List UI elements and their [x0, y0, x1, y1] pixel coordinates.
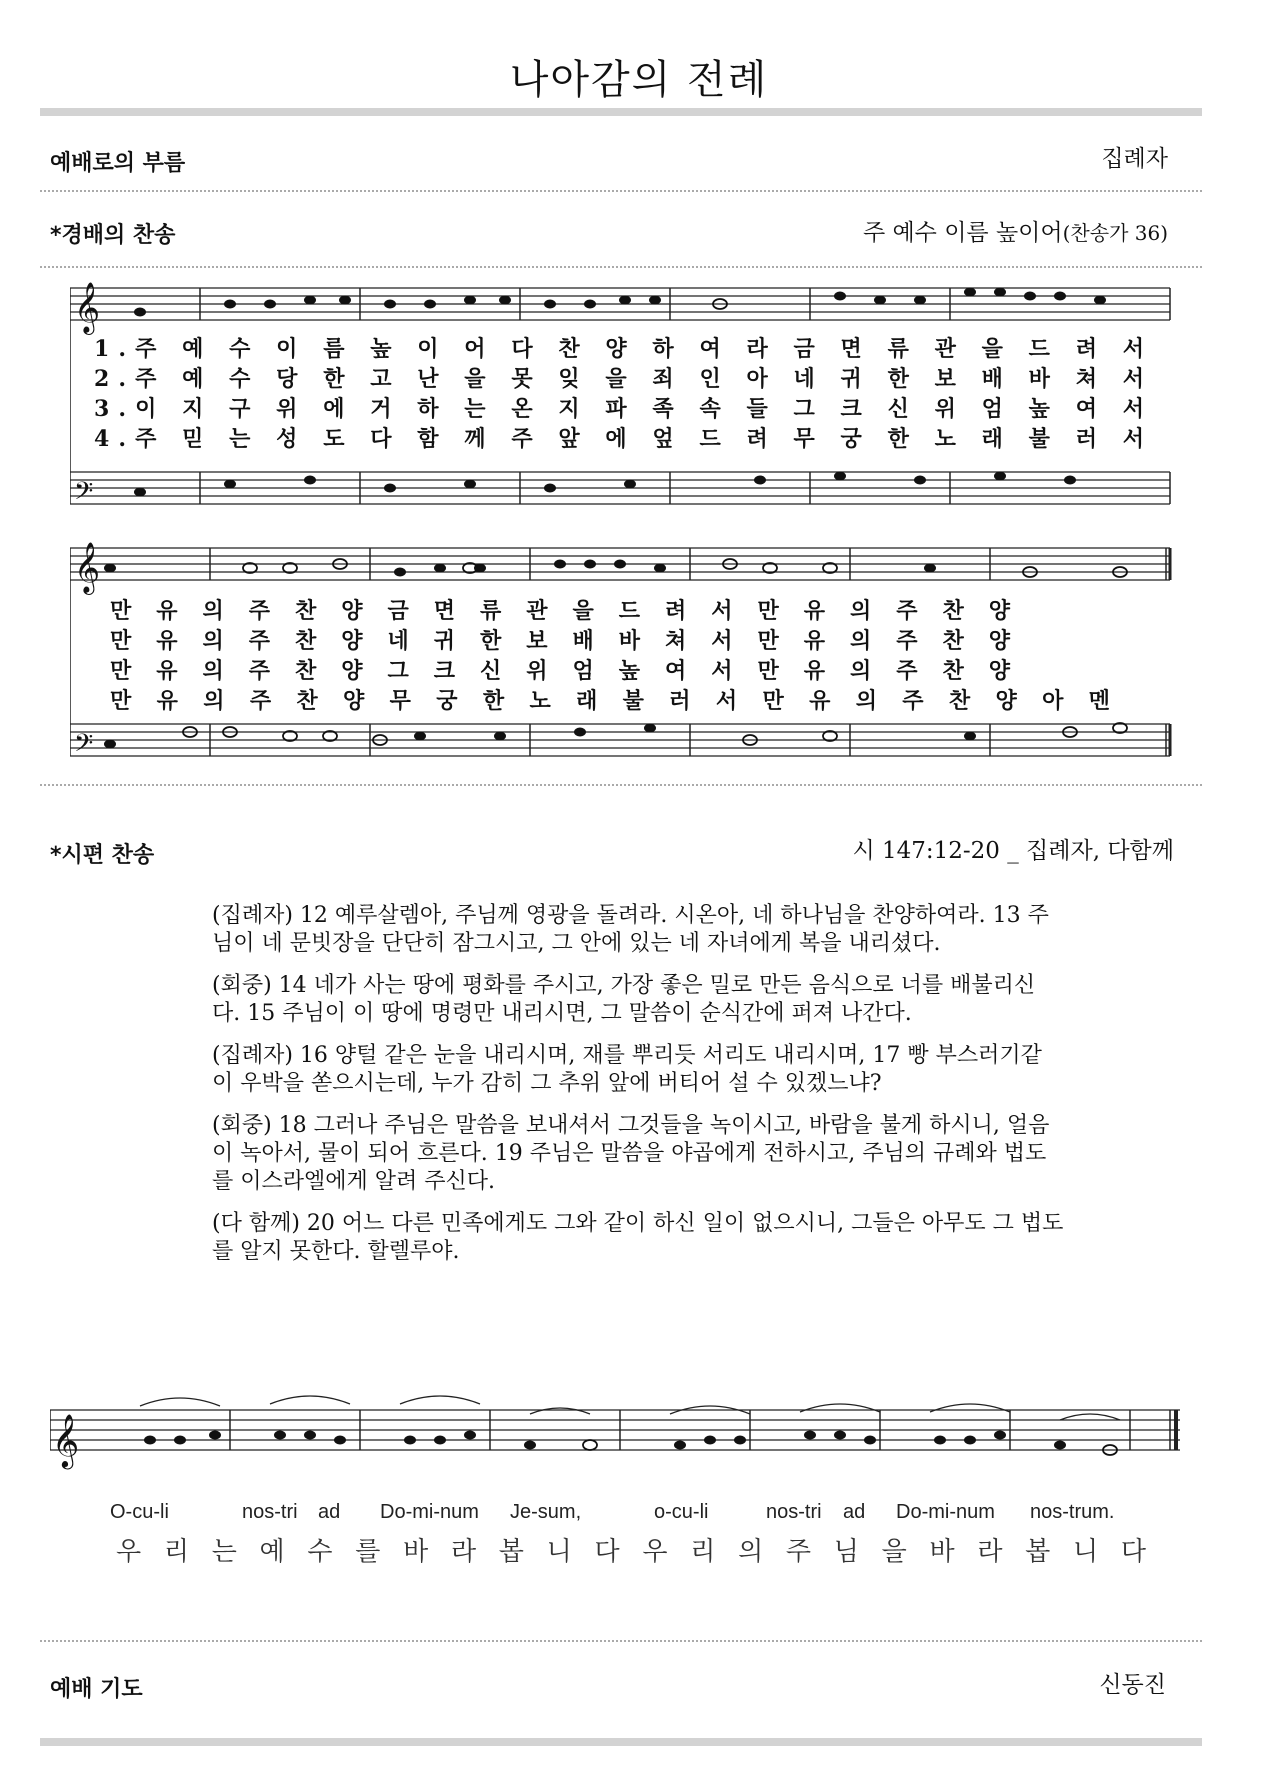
- chant-latin-word: o-cu-li: [654, 1501, 709, 1523]
- hymn-lyric-line: 2.주 예 수 당 한 고 난 을 못 잊 을 죄 인 아 네 귀 한 보 배 바 쳐 서: [94, 366, 1144, 392]
- hymn-label: *경배의 찬송: [50, 223, 176, 248]
- dotted-divider: [40, 784, 1202, 786]
- call-to-worship-label: 예배로의 부름: [50, 151, 186, 176]
- psalm-paragraph: (회중) 14 네가 사는 땅에 평화를 주시고, 가장 좋은 밀로 만든 음식으로 너를 배불리신 다. 15 주님이 이 땅에 명령만 내리시면, 그 말씀이 순식간에 퍼져 나간다.: [212, 973, 1036, 1026]
- dotted-divider: [40, 266, 1202, 268]
- hymn-lyric-line: 만 유 의 주 찬 양 그 크 신 위 엄 높 여 서 만 유 의 주 찬 양: [110, 658, 1011, 684]
- hymn-lyric-line: 1.주 예 수 이 름 높 이 어 다 찬 양 하 여 라 금 면 류 관 을 드 려 서: [94, 336, 1144, 362]
- page-title: 나아감의 전례: [509, 57, 769, 103]
- chant-latin-word: nos-tri: [766, 1501, 822, 1523]
- psalm-paragraph: (집례자) 12 예루살렘아, 주님께 영광을 돌려라. 시온아, 네 하나님을 찬양하여라. 13 주 님이 네 문빗장을 단단히 잠그시고, 그 안에 있는 네 자녀에게 복을 내리셨다.: [212, 903, 1049, 956]
- top-divider-bar: [40, 108, 1202, 116]
- prayer-label: 예배 기도: [50, 1677, 143, 1702]
- hymn-title: [863, 214, 1168, 247]
- chant-score: [50, 1390, 1190, 1590]
- chant-latin-word: Je-sum,: [510, 1501, 582, 1523]
- chant-korean-text: 우 리 는 예 수 를 바 라 봅 니 다 우 리 의 주 님 을 바 라 봅 니 다: [116, 1537, 1147, 1567]
- hymn-name: 주 예수 이름 높이어: [862, 220, 1063, 246]
- prayer-leader: 신동진: [1099, 1672, 1166, 1698]
- psalm-text: [212, 902, 1192, 1280]
- psalm-paragraph: (집례자) 16 양털 같은 눈을 내리시며, 재를 뿌리듯 서리도 내리시며, 17 빵 부스러기같 이 우박을 쏟으시는데, 누가 감히 그 추위 앞에 버티어 설 수 있겠느냐?: [212, 1043, 1042, 1096]
- dotted-divider: [40, 190, 1202, 192]
- call-to-worship-leader: 집례자: [1101, 146, 1168, 172]
- bass-clef-icon: 𝄢: [74, 477, 94, 512]
- psalm-paragraph: (회중) 18 그러나 주님은 말씀을 보내셔서 그것들을 녹이시고, 바람을 불게 하시니, 얼음 이 녹아서, 물이 되어 흐른다. 19 주님은 말씀을 야곱에게 전하시고, 주님의 규례와 법도 를 이스라엘에게 알려 주신다.: [212, 1113, 1050, 1194]
- hymn-lyric-line: 만 유 의 주 찬 양 무 궁 한 노 래 불 러 서 만 유 의 주 찬 양 아 멘: [110, 688, 1110, 714]
- chant-latin-word: ad: [318, 1501, 341, 1523]
- bass-clef-icon: 𝄢: [74, 729, 94, 764]
- bottom-divider-bar: [40, 1738, 1202, 1746]
- dotted-divider: [40, 1640, 1202, 1642]
- treble-clef-icon: 𝄞: [74, 542, 101, 593]
- chant-latin-word: nos-trum.: [1030, 1501, 1115, 1523]
- chant-latin-word: O-cu-li: [110, 1501, 169, 1523]
- hymn-lyric-line: 3.이 지 구 위 에 거 하 는 온 지 파 족 속 들 그 크 신 위 엄 높 여 서: [94, 396, 1144, 422]
- psalm-paragraph: (다 함께) 20 어느 다른 민족에게도 그와 같이 하신 일이 없으시니, 그들은 아무도 그 법도 를 알지 못한다. 할렐루야.: [212, 1211, 1064, 1264]
- chant-latin-word: nos-tri: [242, 1501, 298, 1523]
- hymn-lyric-line: 만 유 의 주 찬 양 금 면 류 관 을 드 려 서 만 유 의 주 찬 양: [110, 598, 1011, 624]
- chant-latin-word: Do-mi-num: [380, 1501, 479, 1523]
- psalm-label: *시편 찬송: [50, 843, 155, 868]
- treble-clef-icon: 𝄞: [74, 282, 101, 333]
- chant-latin-word: ad: [843, 1501, 866, 1523]
- hymn-lyric-line: 4.주 믿 는 성 도 다 함 께 주 앞 에 엎 드 려 무 궁 한 노 래 불 러 서: [94, 426, 1144, 452]
- chant-latin-word: Do-mi-num: [896, 1501, 995, 1523]
- hymn-lyric-line: 만 유 의 주 찬 양 네 귀 한 보 배 바 쳐 서 만 유 의 주 찬 양: [110, 628, 1011, 654]
- psalm-reference: 시 147:12-20 _ 집례자, 다함께: [852, 838, 1174, 864]
- hymn-score: [70, 276, 1180, 776]
- hymn-number: (찬송가 36): [1062, 221, 1168, 245]
- treble-clef-icon: 𝄞: [52, 1413, 80, 1467]
